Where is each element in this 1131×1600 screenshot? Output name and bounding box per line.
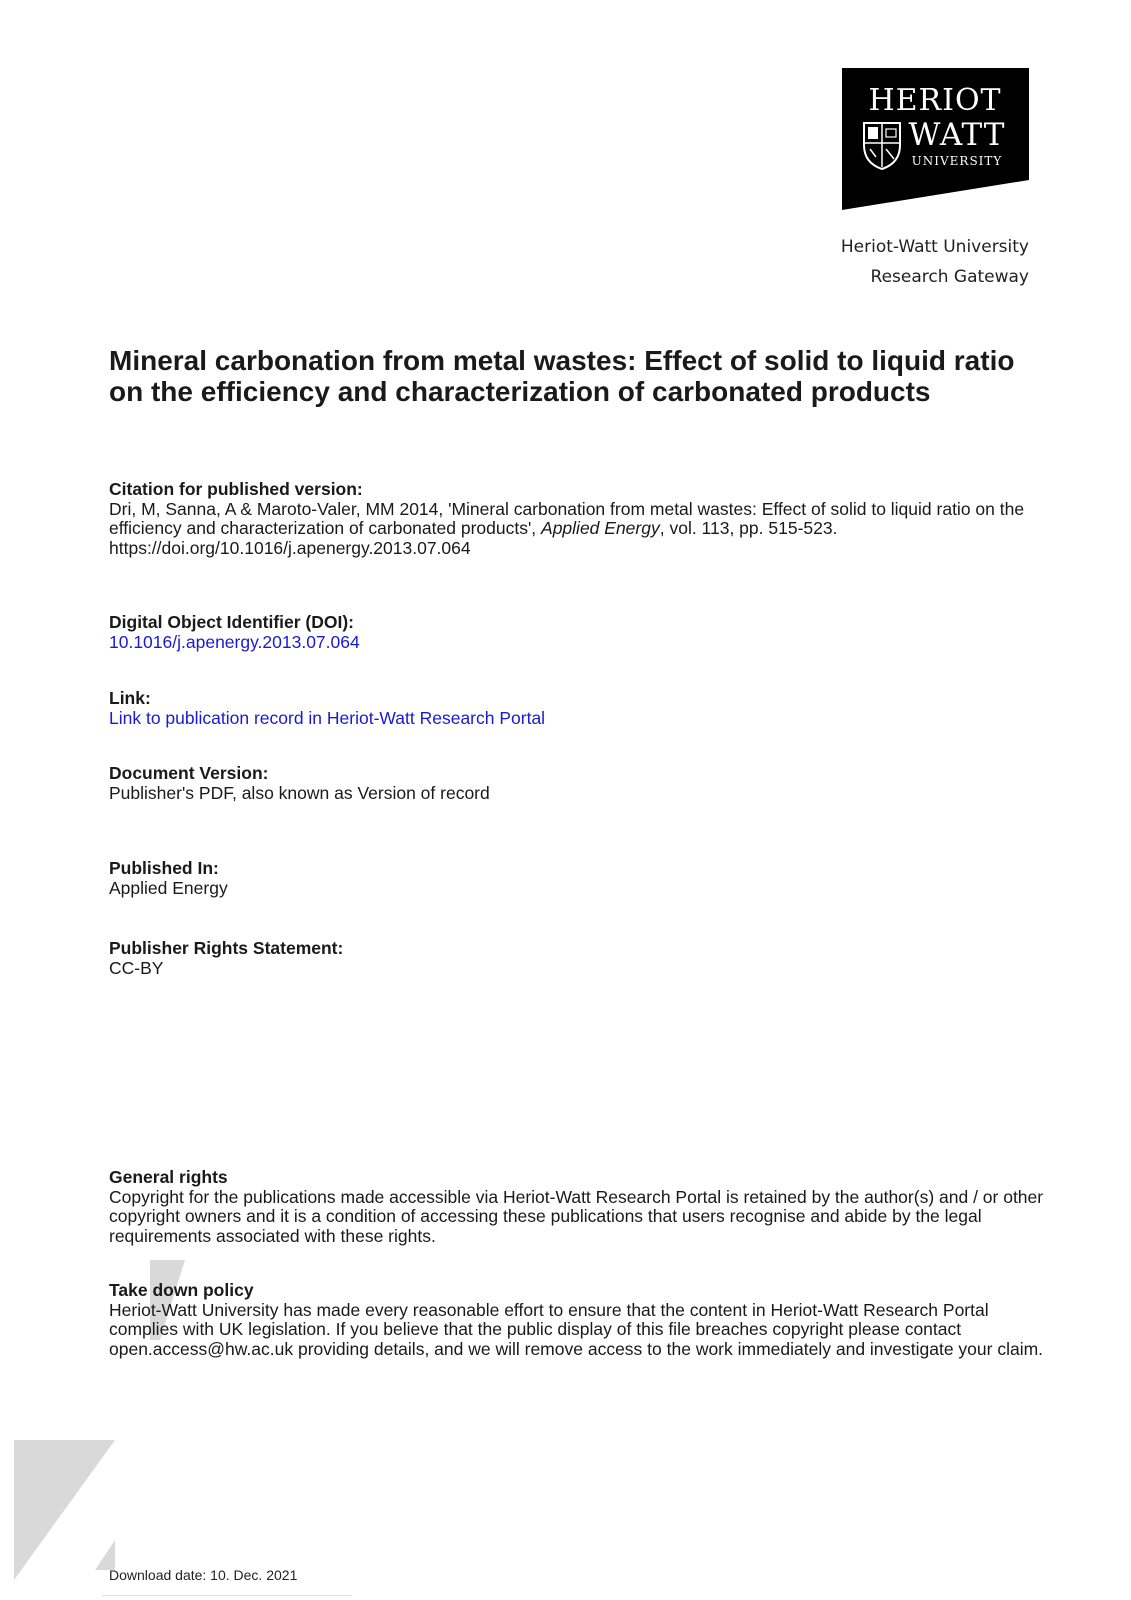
published-in-label: Published In:	[109, 858, 219, 878]
document-version-value: Publisher's PDF, also known as Version of record	[109, 782, 490, 803]
logo-line-heriot: HERIOT	[868, 83, 1002, 118]
citation-section	[109, 480, 1059, 558]
general-rights-section	[109, 1168, 1059, 1246]
general-rights-text: Copyright for the publications made accessible via Heriot-Watt Research Portal is retained by the author(s) and / or other copyright owners and it is a condition of accessing these publications that users recognise and abide by the legal requirements associated with these rights.	[109, 1186, 1044, 1246]
published-in-value: Applied Energy	[109, 877, 228, 898]
paper-title: Mineral carbonation from metal wastes: Effect of solid to liquid ratio on the efficiency and characterization of carbonated products	[109, 345, 1015, 407]
download-date: Download date: 10. Dec. 2021	[109, 1567, 298, 1583]
footer-divider	[102, 1595, 352, 1596]
doi-section	[109, 613, 1059, 652]
takedown-text: Heriot-Watt University has made every reasonable effort to ensure that the content in Heriot-Watt Research Portal complies with UK legislation. If you believe that the public display of this file breaches copyright please contact open.access@hw.ac.uk providing details, and we will remove access to the work immediately and investigate your claim.	[109, 1299, 1044, 1359]
heriot-watt-logo	[842, 68, 1029, 210]
gateway-line-2: Research Gateway	[870, 267, 1029, 287]
citation-text-after: , vol. 113, pp. 515-523.	[659, 518, 838, 538]
takedown-section	[109, 1281, 1059, 1359]
takedown-label: Take down policy	[109, 1280, 254, 1300]
portal-record-link[interactable]: Link to publication record in Heriot-Watt Research Portal	[109, 707, 546, 728]
rights-statement-value: CC-BY	[109, 957, 164, 978]
citation-label: Citation for published version:	[109, 479, 363, 499]
rights-statement-section	[109, 939, 1059, 978]
document-version-section	[109, 764, 1059, 803]
citation-text	[109, 500, 1059, 539]
research-gateway-label	[841, 232, 1029, 292]
doi-link[interactable]: 10.1016/j.apenergy.2013.07.064	[109, 631, 360, 652]
rights-statement-label: Publisher Rights Statement:	[109, 938, 344, 958]
logo-line-watt: WATT	[908, 117, 1006, 153]
citation-doi-url: https://doi.org/10.1016/j.apenergy.2013.07.064	[109, 537, 471, 558]
citation-journal: Applied Energy	[541, 518, 660, 538]
published-in-section	[109, 859, 1059, 898]
gateway-line-1: Heriot-Watt University	[840, 237, 1029, 257]
document-version-label: Document Version:	[109, 763, 269, 783]
link-section	[109, 689, 1059, 728]
logo-line-university: UNIVERSITY	[911, 154, 1003, 168]
general-rights-label: General rights	[109, 1167, 228, 1187]
link-label: Link:	[109, 688, 151, 708]
citation-text-before: Dri, M, Sanna, A & Maroto-Valer, MM 2014, 'Mineral carbonation from metal wastes: Effect of solid to liquid ratio on the efficiency and characterization of carbonated products',	[109, 498, 1025, 538]
doi-label: Digital Object Identifier (DOI):	[109, 612, 355, 632]
